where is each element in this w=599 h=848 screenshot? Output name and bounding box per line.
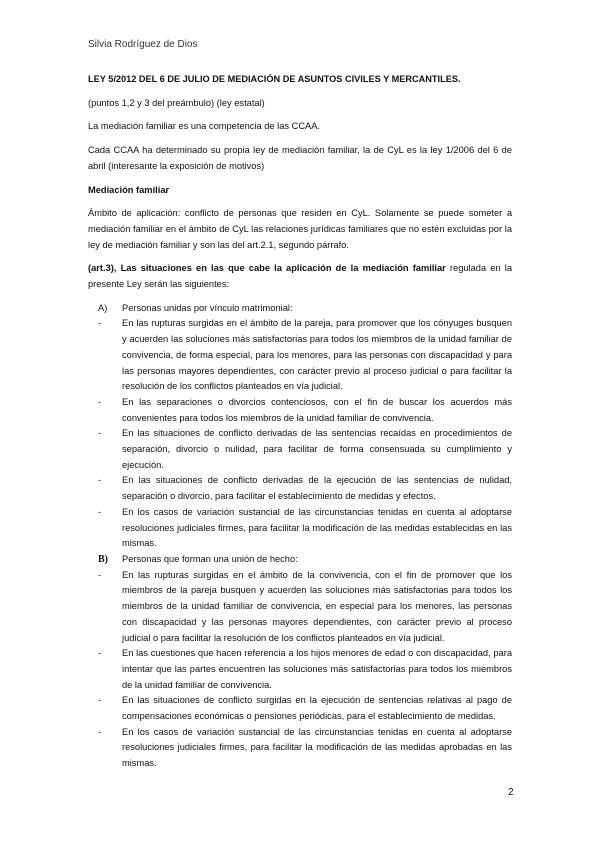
list-item-text: En las separaciones o divorcios contenciosos, con el fin de buscar los acuerdos más convenientes para todos los miembros de la unidad familiar de convivencia. [122, 396, 512, 423]
section-a-letter: A) [98, 302, 108, 313]
list-item [88, 395, 512, 426]
section-heading: Mediación familiar [88, 184, 170, 195]
document-title: LEY 5/2012 DEL 6 DE JULIO DE MEDIACIÓN DE ASUNTOS CIVILES Y MERCANTILES. [88, 74, 461, 84]
preamble-note: (puntos 1,2 y 3 del preámbulo) (ley estatal) [88, 97, 265, 108]
art3-paragraph [88, 261, 512, 292]
section-a-list [88, 316, 512, 552]
section-b-head [98, 552, 512, 568]
dash-marker: - [98, 428, 102, 439]
list-item [88, 426, 512, 473]
list-item-text: En los casos de variación sustancial de las circunstancias tenidas en cuenta al adoptarse resoluciones judiciales firmes, para facilitar la modificación de las medidas establecidas en las mismas. [122, 506, 512, 549]
ccaa-law-paragraph: Cada CCAA ha determinado su propia ley de mediación familiar, la de CyL es la ley 1/2006 del 6 de abril (interesante la exposición de motivos) [88, 145, 512, 171]
list-item-text: En las situaciones de conflicto surgidas en la ejecución de sentencias relativas al pago de compensaciones económicas o pensiones periódicas, para el establecimiento de medidas. [122, 695, 512, 722]
list-item-text: En las situaciones de conflicto derivadas de las sentencias recaídas en procedimientos de separación, divorcio o nulidad, para facilitar de forma consensuada su cumplimiento y ejecución. [122, 428, 512, 470]
section-b-letter: B) [98, 553, 108, 565]
dash-marker: - [98, 569, 102, 580]
section-b-list [88, 568, 512, 772]
section-b-label: Personas que forman una unión de hecho: [122, 553, 298, 564]
list-item-text: En las rupturas surgidas en el ámbito de la pareja, para promover que los cónyuges busquen y acuerden las soluciones más satisfactorias para todos los miembros de la unidad familiar de convivencia, de forma especial, para los menores, para las personas con discapacidad y para las personas mayores dependientes, con carácter previo al proceso judicial o para facilitar la resolución de los conflictos planteados en vía judicial. [122, 318, 512, 392]
competence-paragraph: La mediación familiar es una competencia de las CCAA. [88, 121, 321, 132]
art3-rest: regulada en la presente Ley serán las siguientes: [88, 263, 512, 290]
section-a [88, 301, 512, 552]
list-item-text: En las situaciones de conflicto derivadas de la ejecución de las sentencias de nulidad, separación o divorcio, para facilitar el establecimiento de medidas y efectos. [122, 475, 512, 502]
list-item [88, 505, 512, 552]
dash-marker: - [98, 475, 102, 486]
dash-marker: - [98, 396, 102, 407]
section-a-label: Personas unidas por vínculo matrimonial: [122, 302, 293, 313]
section-a-head [98, 301, 512, 317]
list-item [88, 568, 512, 647]
list-item-text: En las rupturas surgidas en el ámbito de la convivencia, con el fin de promover que los miembros de la pareja busquen y acuerden las soluciones más satisfactorias para todos los miembros de la unidad familiar de convivencia, en especial para los menores, las personas con discapacidad y las personas mayores dependientes, con carácter previo al proceso judicial o para facilitar la resolución de los conflictos planteados en vía judicial. [122, 569, 512, 643]
dash-marker: - [98, 726, 102, 737]
section-b [88, 552, 512, 772]
list-item-text: En las cuestiones que hacen referencia a los hijos menores de edad o con discapacidad, para intentar que las partes encuentren las soluciones más satisfactorias para todos los miembros de la unidad familiar de convivencia. [122, 648, 512, 690]
art3-lead: (art.3), Las situaciones en las que cabe la aplicación de la mediación familiar [88, 263, 446, 274]
page-number: 2 [508, 787, 514, 798]
author-header: Silvia Rodríguez de Dios [88, 39, 198, 50]
list-item-text: En los casos de variación sustancial de las circunstancias tenidas en cuenta al adoptarse resoluciones judiciales firmes, para facilitar la modificación de las medidas aprobadas en las mismas. [122, 726, 512, 769]
dash-marker: - [98, 648, 102, 659]
dash-marker: - [98, 506, 102, 517]
scope-paragraph: Ámbito de aplicación: conflicto de personas que residen en CyL. Solamente se puede someter a mediación familiar en el ámbito de CyL las relaciones jurídicas familiares que no estén excluidas por la ley de mediación familiar y son las del art.2.1, segundo párrafo. [88, 208, 512, 250]
list-item [88, 316, 512, 395]
document-body [88, 72, 512, 772]
list-item [88, 725, 512, 772]
list-item [88, 646, 512, 693]
dash-marker: - [98, 695, 102, 706]
list-item [88, 693, 512, 724]
list-item [88, 473, 512, 504]
dash-marker: - [98, 318, 102, 329]
